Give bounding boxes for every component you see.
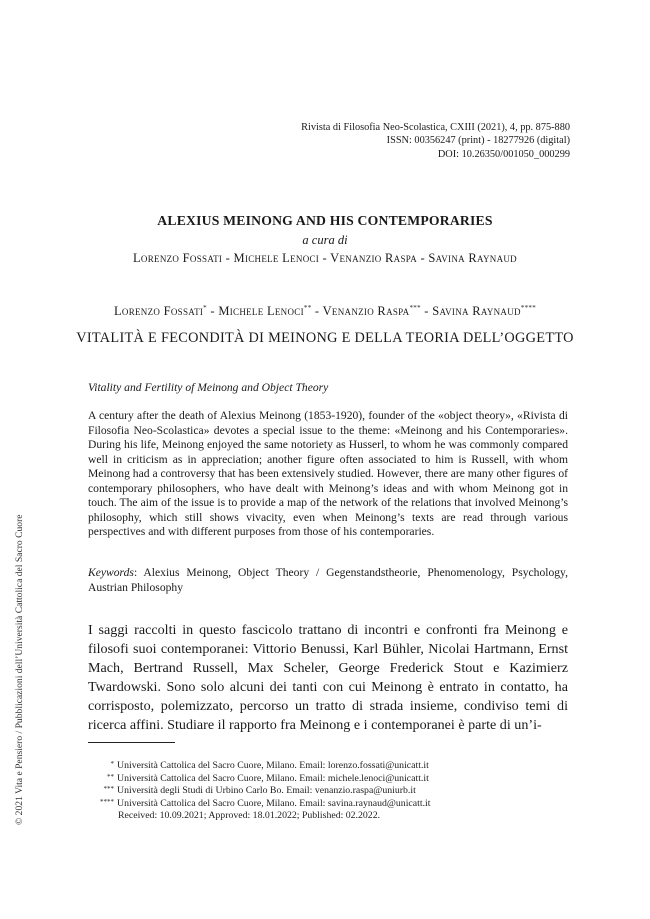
journal-info <box>301 121 570 161</box>
author-footnote-mark[interactable]: *** <box>409 304 421 312</box>
article-authors <box>0 304 650 319</box>
author-footnote-mark[interactable]: **** <box>520 304 537 312</box>
author-footnote-mark[interactable]: * <box>203 304 207 312</box>
author-name: Lorenzo Fossati <box>113 304 204 318</box>
footnote <box>88 760 568 773</box>
received-dates: Received: 10.09.2021; Approved: 18.01.2022; Published: 02.2022. <box>118 810 381 822</box>
author-name: Savina Raynaud <box>432 304 521 318</box>
footnote-mark: **** <box>100 797 114 806</box>
footnote-mark: ** <box>107 772 114 781</box>
abstract: A century after the death of Alexius Meinong (1853-1920), founder of the «object theory», «Rivista di Filosofia Neo-Scolastica» devotes a special issue to the theme: «Meinong and his Contemporaries». During his life, Meinong enjoyed the same notoriety as Husserl, to whom he was commonly compared well in criticism as in appreciation; another figure often associated to him is Russell, with whom Meinong had a controversy that has been extensively studied. However, there are many other figures of contemporary philosophers, who have dealt with Meinong’s ideas and with whom Meinong got in touch. The aim of the issue is to provide a map of the network of the relations that involved Meinong’s philosophy, which still shows vivacity, even when Meinong’s texts are read through various perspectives and with different purposes from those of his contemporaries. <box>88 409 568 538</box>
author-name: Michele Lenoci <box>218 304 304 318</box>
author-footnote-mark[interactable]: ** <box>303 304 312 312</box>
journal-citation: Rivista di Filosofia Neo-Scolastica, CXIII (2021), 4, pp. 875-880 <box>301 122 570 133</box>
english-title: Vitality and Fertility of Meinong and Object Theory <box>88 381 329 394</box>
keywords-label: Keywords <box>88 566 134 579</box>
footnote-text: Università degli Studi di Urbino Carlo Bo. Email: venanzio.raspa@uniurb.it <box>117 785 416 797</box>
edited-by-label: a cura di <box>302 233 348 247</box>
keywords <box>88 566 568 595</box>
article-title: VITALITÀ E FECONDITÀ DI MEINONG E DELLA TEORIA DELL’OGGETTO <box>76 330 574 346</box>
footnotes <box>88 760 568 823</box>
keywords-list: : Alexius Meinong, Object Theory / Gegenstandstheorie, Phenomenology, Psychology, Austrian Philosophy <box>88 566 568 594</box>
footnote <box>88 785 568 798</box>
footnote-text: Università Cattolica del Sacro Cuore, Milano. Email: michele.lenoci@unicatt.it <box>117 772 429 784</box>
author-separator: - <box>206 304 219 318</box>
footnote-text: Università Cattolica del Sacro Cuore, Milano. Email: lorenzo.fossati@unicatt.it <box>117 760 429 771</box>
author-separator: - <box>311 304 323 318</box>
author-name: Venanzio Raspa <box>322 304 410 318</box>
journal-doi[interactable]: DOI: 10.26350/001050_000299 <box>437 148 570 160</box>
author-separator: - <box>420 304 433 318</box>
body-text: I saggi raccolti in questo fascicolo trattano di incontri e confronti fra Meinong e filosofi suoi contemporanei: Vittorio Benussi, Karl Bühler, Nicolai Hartmann, Ernst Mach, Bertrand Russell, Max Scheler, George Frederick Stout e Kazimierz Twardowski. Sono solo alcuni dei tanti con cui Meinong è entrato in contatto, ha corrisposto, polemizzato, percorso un tratto di strada insieme, condiviso temi di ricerca affini. Studiare il rapporto fra Meinong e i contemporanei è parte di un’i- <box>88 622 568 733</box>
footnote <box>88 773 568 786</box>
footnote-mark: *** <box>103 785 114 794</box>
footnote-rule <box>88 742 175 743</box>
issue-title: ALEXIUS MEINONG AND HIS CONTEMPORARIES <box>157 213 493 228</box>
issue-editors: Lorenzo Fossati - Michele Lenoci - Venanzio Raspa - Savina Raynaud <box>133 251 517 265</box>
copyright-margin-note: © 2021 Vita e Pensiero / Pubblicazioni dell’Università Cattolica del Sacro Cuore <box>14 514 25 825</box>
footnote <box>88 798 568 811</box>
footnote-text: Università Cattolica del Sacro Cuore, Milano. Email: savina.raynaud@unicatt.it <box>117 797 431 809</box>
journal-issn: ISSN: 00356247 (print) - 18277926 (digital) <box>386 135 570 147</box>
footnote-mark: * <box>110 760 114 768</box>
